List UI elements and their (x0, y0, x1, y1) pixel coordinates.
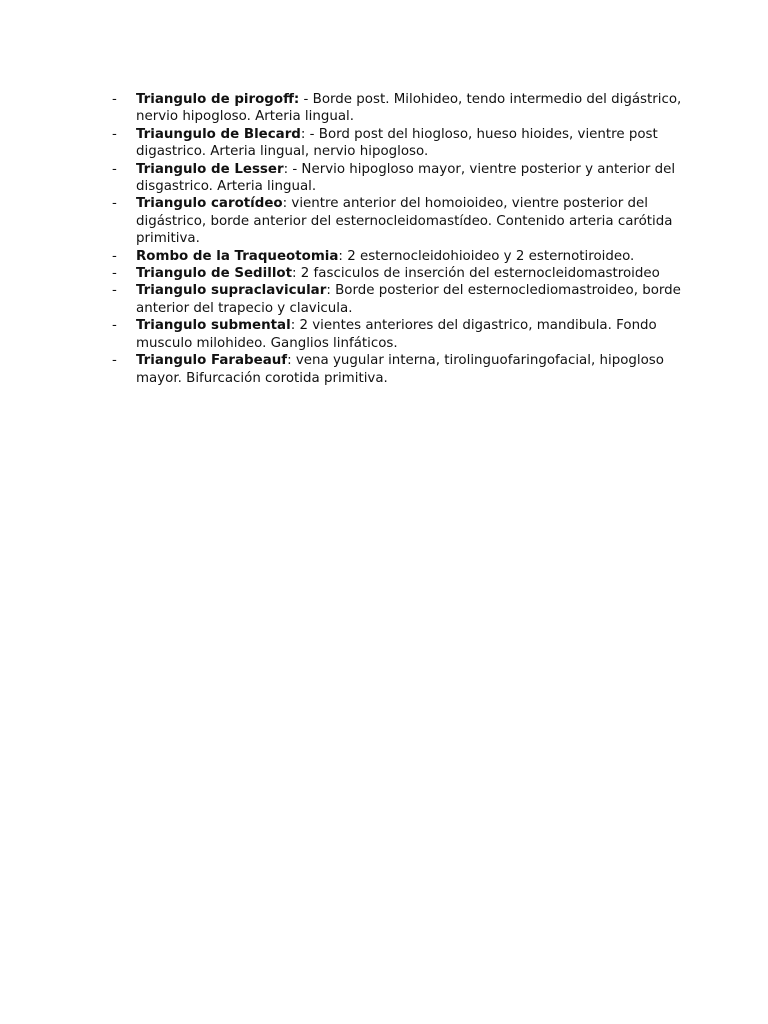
list-dash: - (112, 266, 117, 282)
list-dash: - (112, 161, 117, 177)
list-dash: - (112, 126, 117, 142)
list-item (112, 161, 692, 196)
item-description: : Borde posterior del esternoclediomastroideo, borde anterior del trapecio y clavicula. (136, 283, 681, 316)
list-item (112, 91, 692, 126)
list-dash: - (112, 283, 117, 299)
anatomy-list (112, 91, 692, 387)
item-term: Rombo de la Traqueotomia (136, 248, 339, 264)
item-term: Triangulo submental (136, 318, 291, 334)
list-item (112, 282, 692, 317)
item-term: Triangulo carotídeo (136, 196, 283, 212)
item-term: Triangulo de Lesser (136, 161, 284, 177)
list-item (112, 317, 692, 352)
item-description: : 2 fasciculos de inserción del esternocleidomastroideo (292, 266, 660, 282)
item-term: Triangulo supraclavicular (136, 283, 327, 299)
item-description: - Borde post. Milohideo, tendo intermedio del digástrico, nervio hipogloso. Arteria lingual. (136, 92, 682, 125)
item-description: : vena yugular interna, tirolinguofaringofacial, hipogloso mayor. Bifurcación corotida primitiva. (136, 353, 664, 386)
list-item (112, 248, 692, 265)
item-description: : 2 vientes anteriores del digastrico, mandibula. Fondo musculo milohideo. Ganglios linfáticos. (136, 318, 657, 351)
list-dash: - (112, 92, 117, 107)
item-description: : 2 esternocleidohioideo y 2 esternotiroideo. (338, 248, 635, 264)
list-dash: - (112, 318, 117, 334)
item-description: : - Nervio hipogloso mayor, vientre posterior y anterior del disgastrico. Arteria lingual. (136, 161, 676, 195)
list-dash: - (112, 196, 117, 212)
list-item (112, 126, 692, 161)
item-term: Triangulo de pirogoff: (136, 92, 300, 107)
list-dash: - (112, 248, 117, 264)
item-term: Triangulo de Sedillot (136, 266, 293, 282)
item-term: Triangulo Farabeauf (136, 353, 288, 369)
item-description: : - Bord post del hiogloso, hueso hioides, vientre post digastrico. Arteria lingual, nervio hipogloso. (136, 126, 658, 160)
list-item (112, 195, 692, 247)
list-item (112, 352, 692, 387)
list-item (112, 265, 692, 282)
item-description: : vientre anterior del homoioideo, vientre posterior del digástrico, borde anterior del esternocleidomastídeo. Contenido arteria carótida primitiva. (136, 196, 673, 247)
item-term: Triaungulo de Blecard (136, 126, 301, 142)
list-dash: - (112, 353, 117, 369)
